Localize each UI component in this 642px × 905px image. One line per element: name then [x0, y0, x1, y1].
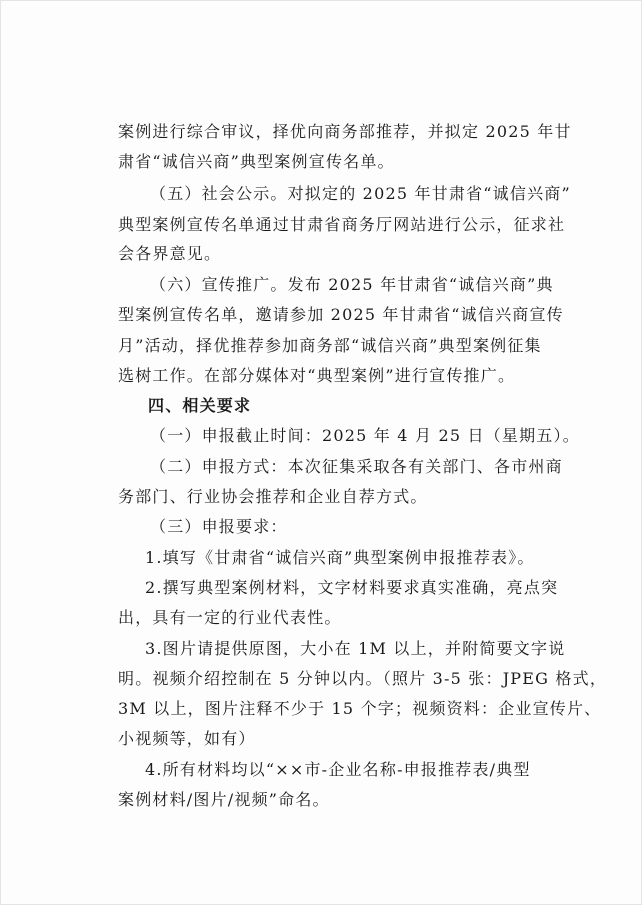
paragraph-line: 小视频等，如有） [118, 729, 256, 748]
paragraph-line: 2.撰写典型案例材料，文字材料要求真实准确，亮点突 [145, 578, 559, 597]
paragraph-line: （一）申报截止时间：2025 年 4 月 25 日（星期五）。 [150, 426, 580, 445]
paragraph-line: 3M 以上，图片注释不少于 15 个字；视频资料：企业宣传片、 [118, 699, 602, 718]
paragraph-line: 出，具有一定的行业代表性。 [118, 608, 342, 627]
paragraph-line: 肃省“诚信兴商”典型案例宣传名单。 [118, 152, 395, 171]
paragraph-line: （二）申报方式：本次征集采取各有关部门、各市州商 [150, 457, 563, 476]
paragraph-line: 型案例宣传名单，邀请参加 2025 年甘肃省“诚信兴商宣传 [118, 305, 564, 324]
paragraph-line: 明。视频介绍控制在 5 分钟以内。（照片 3-5 张：JPEG 格式， [118, 669, 608, 688]
paragraph-line: 3.图片请提供原图，大小在 1M 以上，并附简要文字说 [145, 639, 566, 658]
paragraph-line: 会各界意见。 [118, 244, 222, 263]
paragraph-line: （三）申报要求： [150, 517, 288, 536]
paragraph-line: （五）社会公示。对拟定的 2025 年甘肃省“诚信兴商” [150, 184, 571, 203]
paragraph-line: 案例材料/图片/视频”命名。 [118, 790, 330, 809]
paragraph-line: 务部门、行业协会推荐和企业自荐方式。 [118, 487, 428, 506]
paragraph-line: 选树工作。在部分媒体对“典型案例”进行宣传推广。 [118, 366, 516, 385]
paragraph-line: 月”活动，择优推荐参加商务部“诚信兴商”典型案例征集 [118, 336, 542, 355]
paragraph-line: 4.所有材料均以“××市-企业名称-申报推荐表/典型 [145, 760, 531, 779]
paragraph-line: 典型案例宣传名单通过甘肃省商务厅网站进行公示，征求社 [118, 215, 566, 234]
paragraph-line: 1.填写《甘肃省“诚信兴商”典型案例申报推荐表》。 [145, 548, 535, 567]
paragraph-line: 案例进行综合审议，择优向商务部推荐，并拟定 2025 年甘 [118, 122, 572, 141]
section-heading: 四、相关要求 [148, 396, 252, 415]
paragraph-line: （六）宣传推广。发布 2025 年甘肃省“诚信兴商”典 [150, 275, 554, 294]
